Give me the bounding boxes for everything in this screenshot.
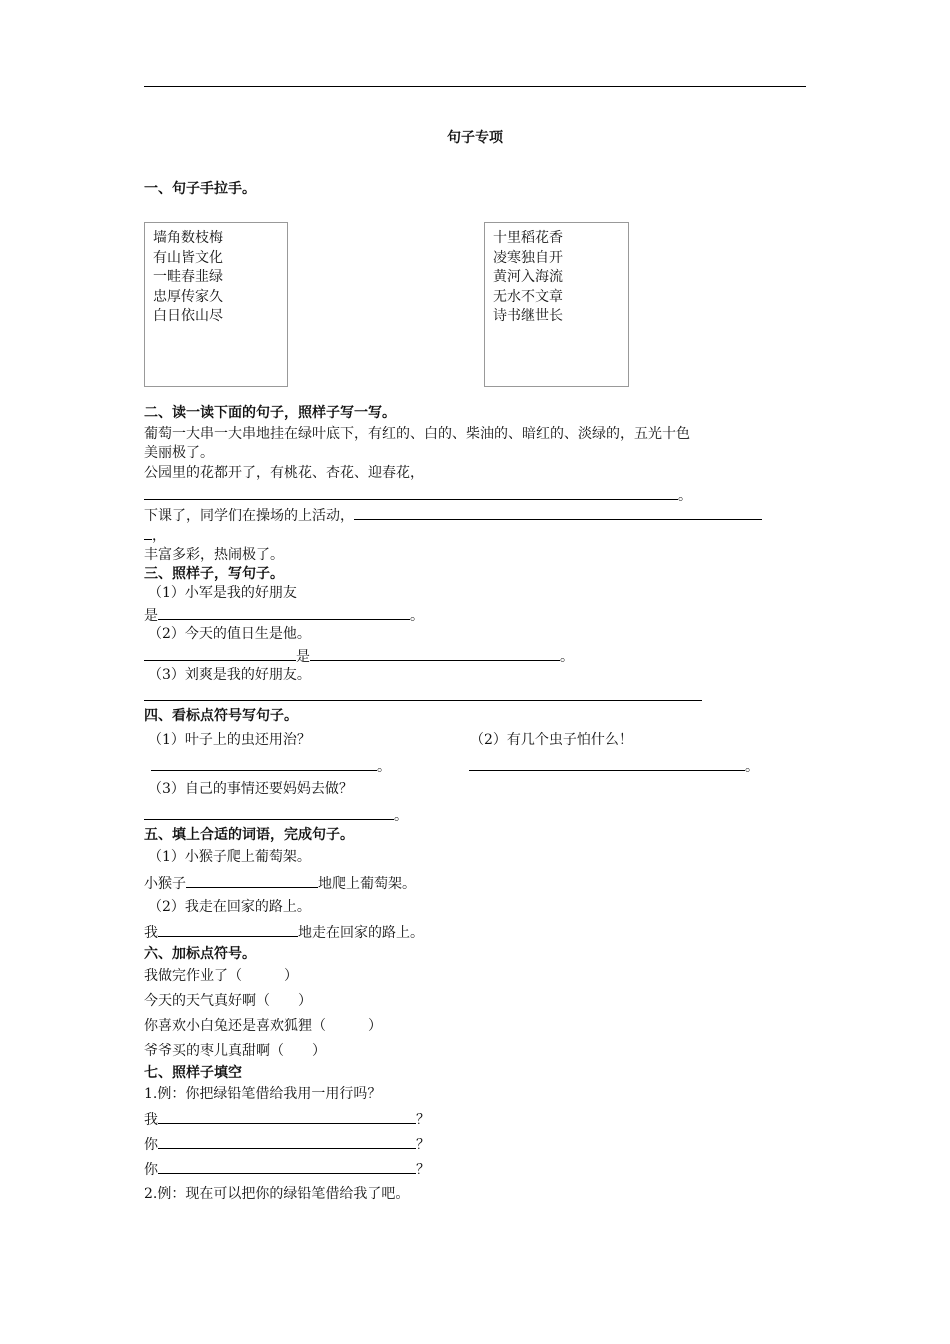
question-4-3: （3）自己的事情还要妈妈去做？	[148, 781, 353, 797]
answer-blank[interactable]	[310, 646, 560, 661]
answer-blank[interactable]	[158, 922, 298, 937]
question-2-1: 公园里的花都开了，有桃花、杏花、迎春花，	[144, 465, 424, 481]
section-4-heading: 四、看标点符号写句子。	[144, 708, 298, 724]
right-phrase-box	[484, 222, 629, 387]
answer-blank[interactable]	[144, 525, 152, 540]
answer-blank[interactable]	[158, 605, 410, 620]
section-5-heading: 五、填上合适的词语，完成句子。	[144, 827, 354, 843]
question-5-2: （2）我走在回家的路上。	[148, 899, 311, 915]
answer-blank[interactable]	[144, 646, 296, 661]
answer-row-3-3	[144, 686, 702, 706]
answer-blank[interactable]	[469, 756, 745, 771]
question-3-3: （3）刘爽是我的好朋友。	[148, 667, 311, 683]
answer-row-7: 你 ？	[144, 1159, 430, 1179]
left-phrase: 忠厚传家久	[153, 288, 223, 305]
answer-row-4-3: 。	[144, 805, 408, 825]
right-phrase: 黄河入海流	[493, 269, 563, 285]
answer-row-2-1: 。	[144, 485, 692, 505]
question-3-2: （2）今天的值日生是他。	[148, 626, 311, 642]
question-4-1: （1）叶子上的虫还用治？	[148, 732, 311, 748]
answer-blank[interactable]	[158, 1159, 416, 1174]
left-phrase: 一畦春韭绿	[153, 269, 223, 285]
punctuation-item: 我做完作业了（ ）	[144, 968, 298, 984]
punctuation-item: 爷爷买的枣儿真甜啊（ ）	[144, 1043, 326, 1059]
left-phrase: 墙角数枝梅	[153, 230, 223, 246]
page-title: 句子专项	[447, 130, 503, 146]
section-6-heading: 六、加标点符号。	[144, 946, 256, 962]
answer-row-2-2: ，	[144, 525, 166, 545]
header-rule	[144, 86, 806, 87]
question-2-2-end: 丰富多彩，热闹极了。	[144, 547, 284, 563]
right-phrase: 无水不文章	[493, 288, 563, 305]
question-3-1: （1）小军是我的好朋友	[148, 585, 297, 601]
example-7-2: 2.例：现在可以把你的绿铅笔借给我了吧。	[144, 1186, 410, 1202]
answer-row-7: 你 ？	[144, 1134, 430, 1154]
example-7-1: 1.例：你把绿铅笔借给我用一用行吗？	[144, 1086, 382, 1102]
answer-blank[interactable]	[186, 873, 318, 888]
answer-blank[interactable]	[354, 505, 762, 520]
answer-blank[interactable]	[144, 805, 394, 820]
answer-row-5-2: 我 地走在回家的路上。	[144, 922, 424, 942]
punctuation-item: 今天的天气真好啊（ ）	[144, 993, 312, 1009]
answer-row-4-1: 。	[151, 756, 391, 776]
question-5-1: （1）小猴子爬上葡萄架。	[148, 849, 311, 865]
answer-blank[interactable]	[151, 756, 377, 771]
answer-blank[interactable]	[144, 485, 678, 500]
example-sentence-line1: 葡萄一大串一大串地挂在绿叶底下，有红的、白的、柴油的、暗红的、淡绿的，五光十色	[144, 426, 690, 442]
answer-row-7: 我 ？	[144, 1109, 430, 1129]
punctuation-item: 你喜欢小白兔还是喜欢狐狸（ ）	[144, 1018, 382, 1034]
example-sentence-line2: 美丽极了。	[144, 445, 214, 461]
left-phrase: 有山皆文化	[153, 249, 223, 266]
section-7-heading: 七、照样子填空	[144, 1065, 242, 1081]
answer-row-3-1: 是 。	[144, 605, 424, 625]
right-phrase: 十里稻花香	[493, 230, 563, 246]
section-2-heading: 二、读一读下面的句子，照样子写一写。	[144, 405, 396, 421]
answer-blank[interactable]	[158, 1109, 416, 1124]
answer-blank[interactable]	[144, 686, 702, 701]
question-4-2: （2）有几个虫子怕什么！	[470, 732, 633, 748]
answer-row-5-1: 小猴子 地爬上葡萄架。	[144, 873, 416, 893]
answer-row-4-2: 。	[469, 756, 759, 776]
section-3-heading: 三、照样子，写句子。	[144, 566, 284, 582]
answer-blank[interactable]	[158, 1134, 416, 1149]
question-2-2: 下课了，同学们在操场的上活动，	[144, 505, 762, 525]
right-phrase: 诗书继世长	[493, 308, 563, 324]
right-phrase: 凌寒独自开	[493, 249, 563, 266]
left-phrase-box	[144, 222, 288, 387]
section-1-heading: 一、句子手拉手。	[144, 181, 256, 197]
answer-row-3-2: 是 。	[144, 646, 574, 666]
left-phrase: 白日依山尽	[153, 308, 223, 324]
